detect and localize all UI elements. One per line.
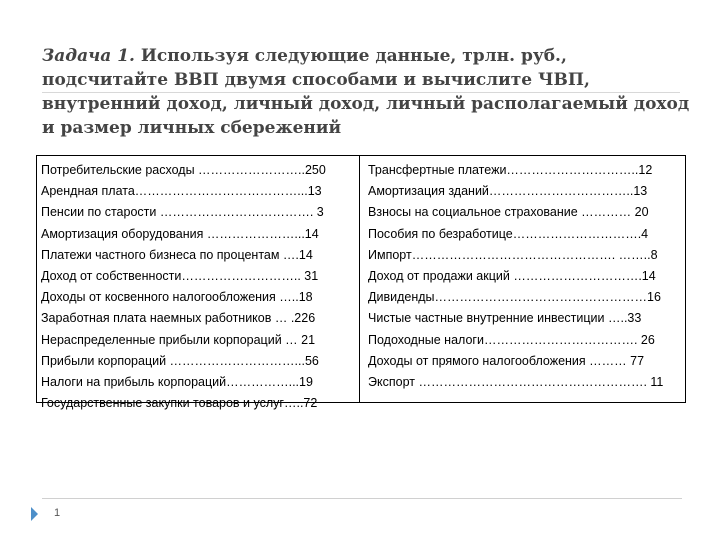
list-item: Подоходные налоги………………………………. 26 [368,332,655,347]
list-item: Прибыли корпораций …………………………...56 [41,353,319,368]
left-column [41,160,353,414]
page-number: 1 [54,507,61,519]
list-item: Экспорт ………………………………………………. 11 [368,374,664,389]
list-item: Трансфертные платежи…………………………..12 [368,163,653,177]
list-item: Амортизация зданий……………………………..13 [368,184,648,199]
task-number: Задача 1. [42,46,135,66]
list-item: Доход от продажи акций ………………………….14 [368,268,656,283]
column-divider [359,156,360,402]
list-item: Доходы от прямого налогообложения ……… 77 [368,353,645,368]
right-column [368,160,673,393]
list-item: Взносы на социальное страхование ………… 20 [368,205,649,220]
task-text: Используя следующие данные, трлн. руб., подсчитайте ВВП двумя способами и вычислите ЧВП, внутренний доход, личный доход, личный располагаемый доход и размер личных сбережений [42,46,690,138]
list-item: Арендная плата…………………………………...13 [41,184,322,199]
list-item: Доход от собственности……………………….. 31 [41,268,319,283]
list-item: Заработная плата наемных работников … .226 [41,311,316,326]
list-item: Амортизация оборудования …………………...14 [41,226,319,241]
footer-divider [42,498,682,499]
list-item: Импорт…………………………………………. ……..8 [368,247,658,262]
task-title [42,44,692,140]
list-item: Дивиденды……………………………………………16 [368,290,661,305]
list-item: Чистые частные внутренние инвестиции …..33 [368,311,642,326]
list-item: Нераспределенные прибыли корпораций … 21 [41,332,316,347]
list-item: Государственные закупки товаров и услуг…..72 [41,396,318,411]
data-table [36,155,686,411]
list-item: Потребительские расходы ……………………..250 [41,163,326,177]
slide-marker-icon [31,507,38,521]
list-item: Пособия по безработице………………………….4 [368,226,649,241]
list-item: Доходы от косвенного налогообложения …..18 [41,290,313,305]
list-item: Налоги на прибыль корпораций……………...19 [41,374,313,389]
list-item: Платежи частного бизнеса по процентам ….14 [41,247,313,262]
list-item: Пенсии по старости ………………………………. 3 [41,205,324,220]
